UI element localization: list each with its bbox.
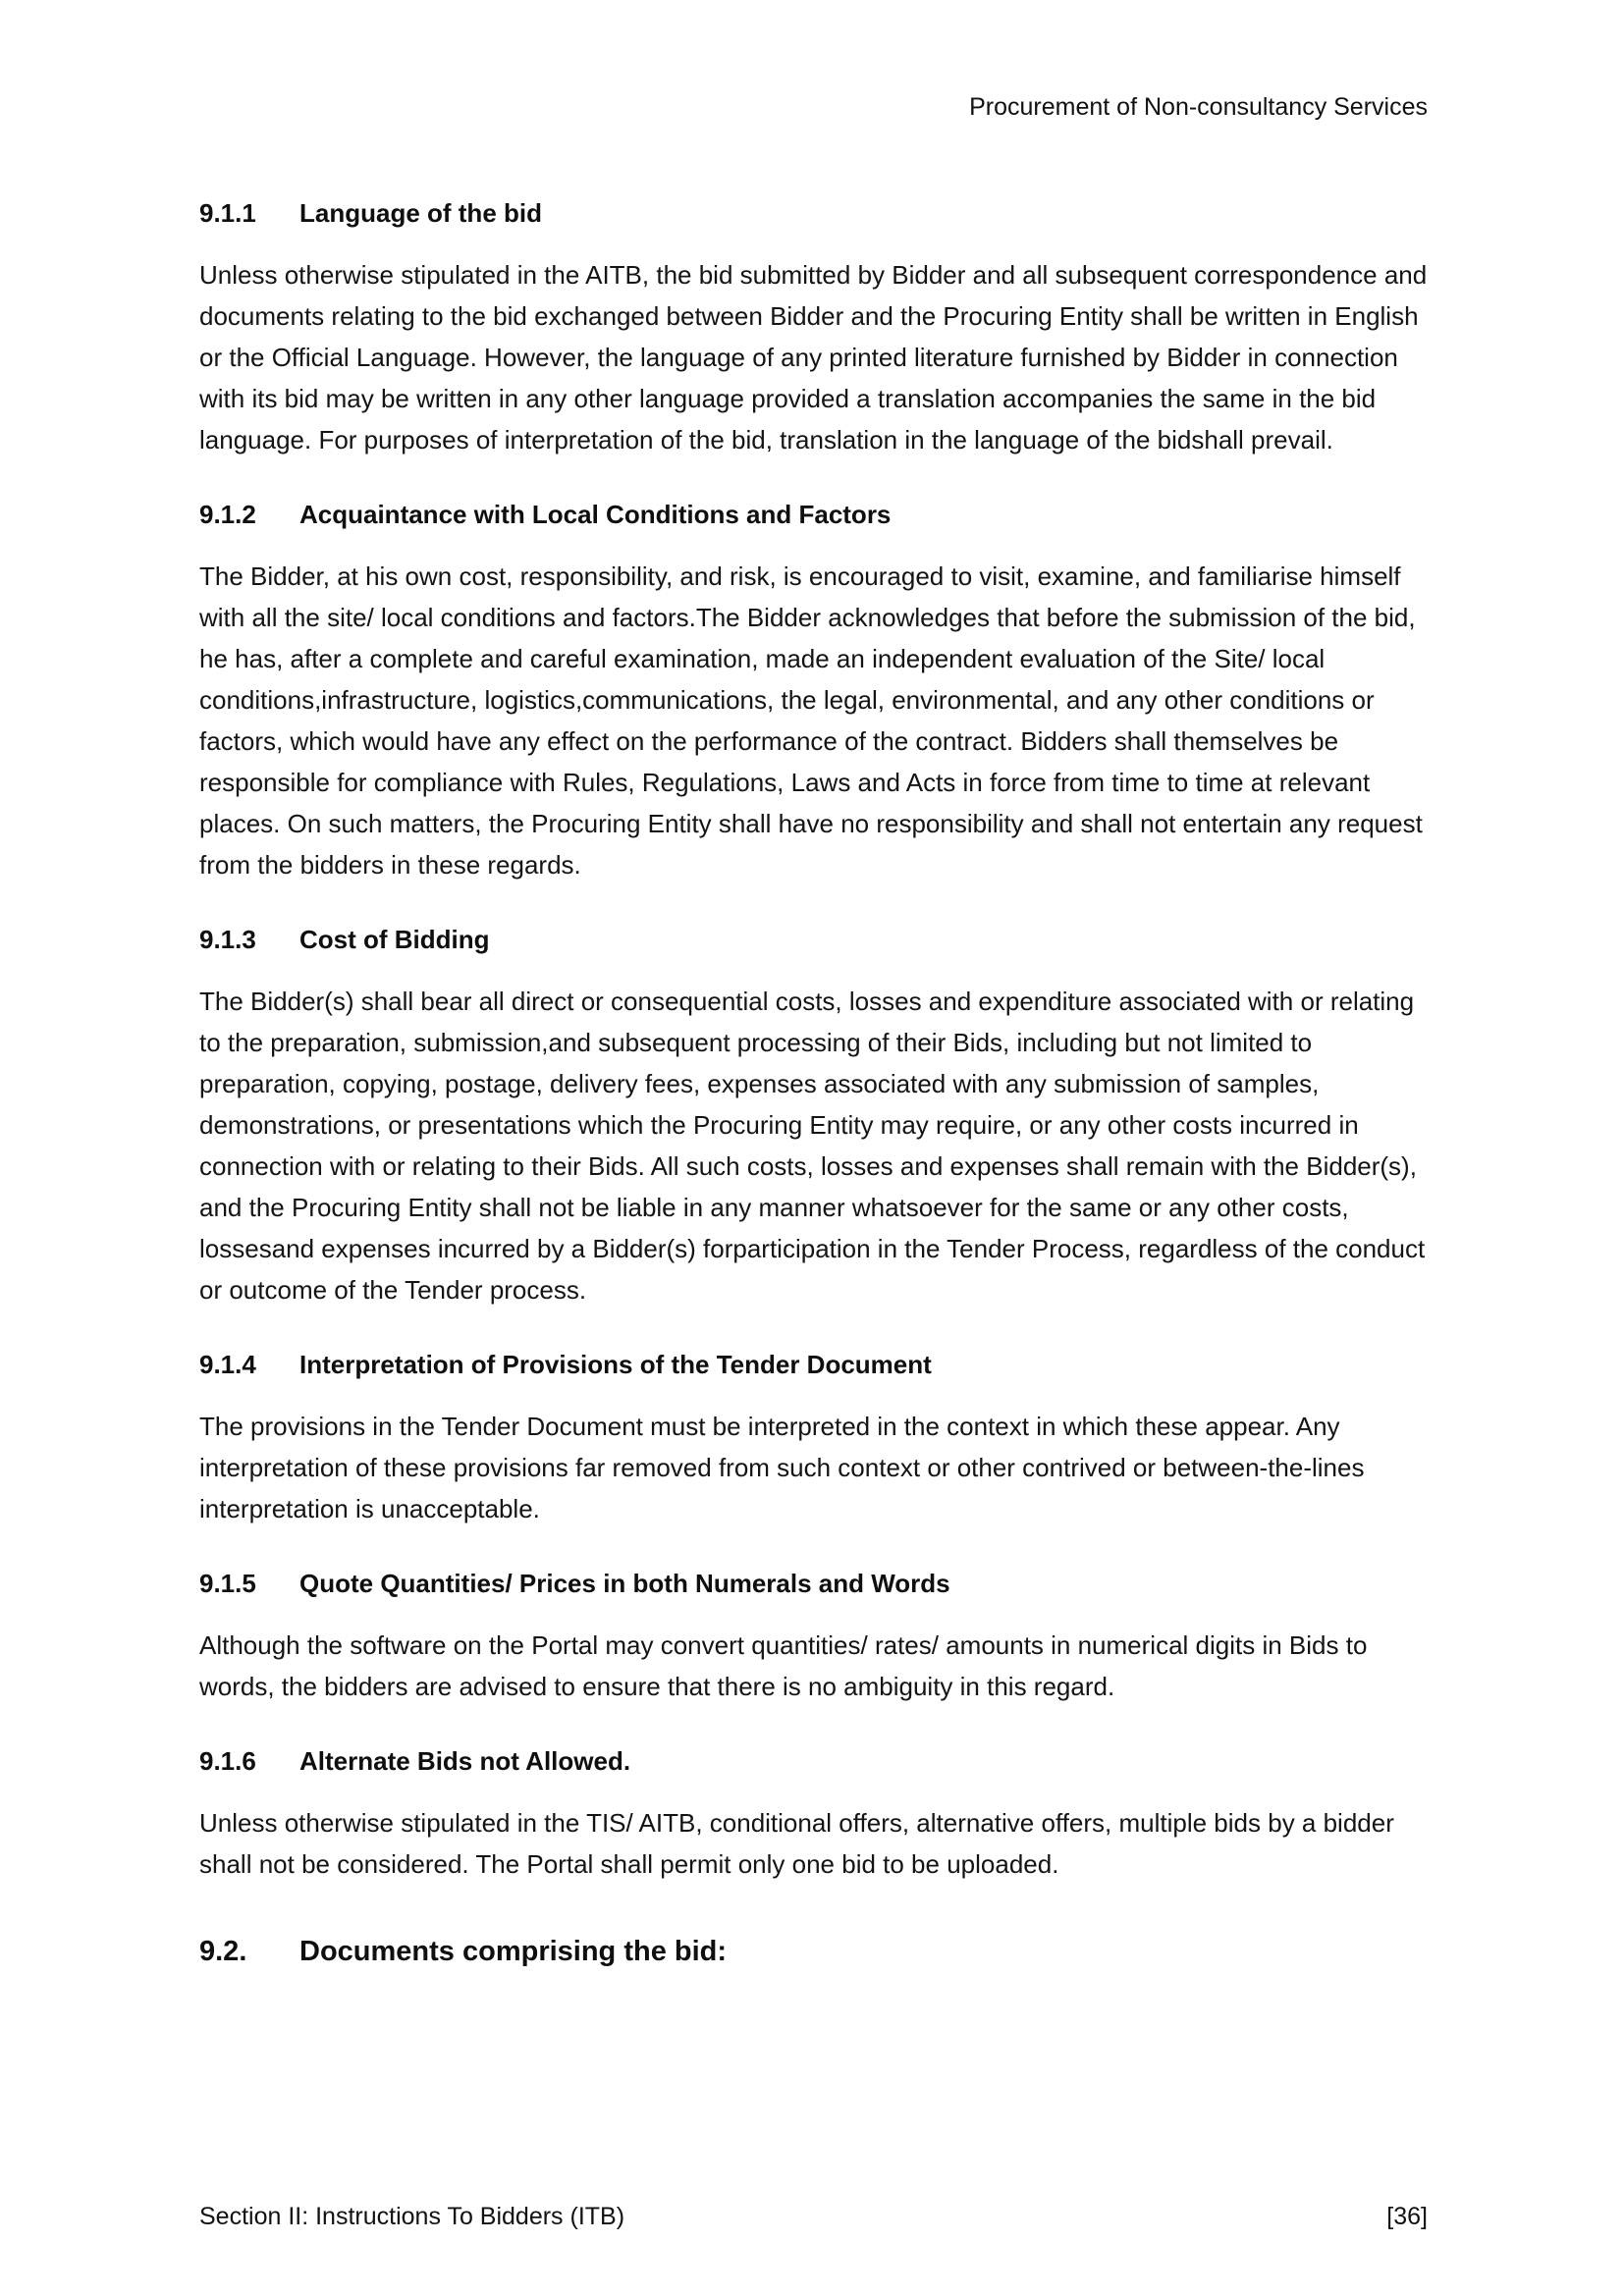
section-heading xyxy=(199,925,1428,955)
section-title: Alternate Bids not Allowed. xyxy=(299,1746,631,1776)
section-paragraph: The Bidder(s) shall bear all direct or consequential costs, losses and expenditure associated with or relating to the preparation, submission,and subsequent processing of their Bids, including but not limited to preparation, copying, postage, delivery fees, expenses associated with any submission of samples, demonstrations, or presentations which the Procuring Entity may require, or any other costs incurred in connection with or relating to their Bids. All such costs, losses and expenses shall remain with the Bidder(s), and the Procuring Entity shall not be liable in any manner whatsoever for the same or any other costs, lossesand expenses incurred by a Bidder(s) forparticipation in the Tender Process, regardless of the conduct or outcome of the Tender process. xyxy=(199,987,1426,1305)
section-9-2 xyxy=(199,1936,1428,1968)
section-paragraph: Unless otherwise stipulated in the TIS/ AITB, conditional offers, alternative offers, multiple bids by a bidder shall not be considered. The Portal shall permit only one bid to be uploaded. xyxy=(199,1808,1394,1879)
section-number: 9.1.5 xyxy=(199,1569,256,1598)
section-title: Cost of Bidding xyxy=(299,925,490,954)
section-heading xyxy=(199,1936,1428,1968)
section-paragraph: The provisions in the Tender Document must be interpreted in the context in which these appear. Any interpretation of these provisions far removed from such context or other contrived or between-the-lines interpretation is unacceptable. xyxy=(199,1412,1365,1523)
section-9-1-6 xyxy=(199,1746,1428,1885)
section-paragraph: Unless otherwise stipulated in the AITB, the bid submitted by Bidder and all subsequent correspondence and documents relating to the bid exchanged between Bidder and the Procuring Entity shall be written in English or the Official Language. However, the language of any printed literature furnished by Bidder in connection with its bid may be written in any other language provided a translation accompanies the same in the bid language. For purposes of interpretation of the bid, translation in the language of the bidshall prevail. xyxy=(199,260,1428,454)
footer-page-number: [36] xyxy=(1386,2203,1428,2230)
section-number: 9.1.6 xyxy=(199,1746,256,1776)
section-number: 9.2. xyxy=(199,1936,247,1967)
section-number: 9.1.3 xyxy=(199,925,256,954)
header-title: Procurement of Non-consultancy Services xyxy=(969,93,1428,121)
section-title: Acquaintance with Local Conditions and Factors xyxy=(299,500,892,529)
section-9-1-4 xyxy=(199,1350,1428,1529)
section-number: 9.1.4 xyxy=(199,1350,256,1379)
section-paragraph: Although the software on the Portal may convert quantities/ rates/ amounts in numerical digits in Bids to words, the bidders are advised to ensure that there is no ambiguity in this regard. xyxy=(199,1630,1368,1701)
section-heading xyxy=(199,1569,1428,1599)
section-number: 9.1.2 xyxy=(199,500,256,529)
section-heading xyxy=(199,1350,1428,1380)
section-9-1-1 xyxy=(199,198,1428,460)
section-title: Language of the bid xyxy=(299,198,542,228)
section-heading xyxy=(199,198,1428,229)
section-title: Quote Quantities/ Prices in both Numerals and Words xyxy=(299,1569,950,1598)
section-heading xyxy=(199,1746,1428,1777)
footer-section-label: Section II: Instructions To Bidders (ITB) xyxy=(199,2203,625,2230)
section-9-1-2 xyxy=(199,500,1428,885)
section-paragraph: The Bidder, at his own cost, responsibility, and risk, is encouraged to visit, examine, and familiarise himself with all the site/ local conditions and factors.The Bidder acknowledges that before the submission of the bid, he has, after a complete and careful examination, made an independent evaluation of the Site/ local conditions,infrastructure, logistics,communications, the legal, environmental, and any other conditions or factors, which would have any effect on the performance of the contract. Bidders shall themselves be responsible for compliance with Rules, Regulations, Laws and Acts in force from time to time at relevant places. On such matters, the Procuring Entity shall have no responsibility and shall not entertain any request from the bidders in these regards. xyxy=(199,561,1423,880)
section-9-1-5 xyxy=(199,1569,1428,1707)
section-number: 9.1.1 xyxy=(199,198,256,228)
document-content xyxy=(199,198,1428,1968)
section-9-1-3 xyxy=(199,925,1428,1310)
page-header xyxy=(199,93,1428,122)
section-title: Documents comprising the bid: xyxy=(299,1936,728,1967)
section-heading xyxy=(199,500,1428,530)
section-title: Interpretation of Provisions of the Tender Document xyxy=(299,1350,932,1379)
page-footer xyxy=(199,2203,1428,2231)
